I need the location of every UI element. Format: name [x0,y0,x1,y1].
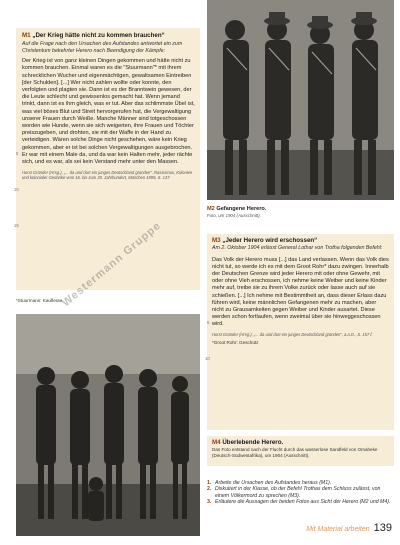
m1-marker: M1 [22,32,31,39]
herero-warriors-photo [207,0,394,200]
task-number: 2. [207,486,212,493]
m1-material-box [16,28,200,290]
m4-caption: Das Foto entstand nach der Flucht durch das wasserlose Sandfeld von Omaheke (Deutsch-Südwestafrika), um 1904 (Ausschnitt). [212,447,378,458]
watermark: Westermann Gruppe [60,219,164,310]
page-number: 139 [373,522,392,534]
m4-heading [212,439,389,447]
m3-heading [212,237,389,245]
herero-survivors-photo [16,314,200,536]
task-text: Arbeite die Ursachen des Aufstandes heraus (M1). [215,480,332,486]
m4-material-box [207,436,394,466]
m3-body [212,257,389,329]
m3-material-box [207,234,394,430]
page-footer [306,522,392,534]
m2-caption [207,206,394,218]
m1-paragraph: Der Krieg ist von ganz kleinen Dingen gekommen und hätte nicht zu kommen brauchen. Einmal waren es die "Stuurmann"* mit ihrem schrecklichen Wucher und eigenmächtigen, gewaltsamen Eintreiben [der Schulden]. [...] Wer nicht zahlen wollte oder konnte, den verfolgten und plagten sie. Dann ist es der Branntwein gewesen, der die Leute schlecht und gewissenlos gemacht hat. Wenn jemand trinkt, dann ist es ihm gleich, was er tut. Aber das schlimmste Übel ist, was viel böses Blut und Streit hervorgerufen hat, die Vergewaltigung unserer Frauen durch Weiße. Manche Männer sind totgeschossen worden wie Hunde, wenn sie sich weigerten, ihre Frauen und Töchter preiszugeben, und drohten, sie mit der Waffe in der Hand zu verteidigen. Wären solche Dinge nicht geschehen, wäre kein Krieg gekommen, aber er ist bei solchen Vergewaltigungen ausgebrochen. Er war mit einem Male da, und da war kein Halten mehr, jeder rächte sich, und es war, als sei kein Verstand mehr unter den Massen. [22,58,195,166]
task-text: Diskutiert in der Klasse, ob der Befehl Trothas dem Schluss zulässt, von einem Völkermord zu sprechen (M3). [215,486,381,499]
task-number: 3. [207,499,212,506]
warriors-photo-graphic [207,0,394,200]
task-text: Erläutere die Aussagen der beiden Fotos aus Sicht der Herero (M2 und M4). [215,499,391,506]
m1-body [22,58,195,166]
m3-footnote: *Groot Rohr: Geschütz [212,339,259,345]
m2-heading [207,206,394,213]
task-item [207,499,394,505]
m1-source: Horst Gründer (Hrsg.), „... da und dort ein junges Deutschland gründen“. Rassismus, Kolonien und kolonialer Gedanke vom 16. bis zum 20. Jahrhundert, München 1999, S. 137 [22,170,193,181]
m4-title: Überlebende Herero. [222,439,284,446]
task-number: 1. [207,480,212,486]
m1-heading [22,32,195,40]
m3-source: Horst Gründer (Hrsg.), „... da und dort ein junges Deutschland gründen“, a.a.O., S. 157 f. [212,331,373,337]
m1-title: „Der Krieg hätte nicht zu kommen brauchen“ [32,32,165,39]
m3-line-number: 10 [205,356,210,361]
survivors-photo-graphic [16,314,200,536]
m3-order-text: Das Volk der Herero muss [...] das Land verlassen. Wenn das Volk dies nicht tut, so werde ich es mit dem Groot Rohr* dazu zwingen. Innerhalb der Deutschen Grenze wird jeder Herero mit oder ohne Gewehr, mit oder ohne Vieh erschossen, ich nehme keine Weiber und keine Kinder mehr auf, treibe sie zu ihrem Volke zurück oder lasse auch auf sie schießen. [...] Ich nehme mit Bestimmtheit an, dass dieser Erlass dazu führen wird, keine männlichen Gefangenen mehr zu machen, aber nicht zu Grausamkeiten gegen Weiber und Kinder ausartet. Diese werden schon fortlaufen, wenn zweimal über sie hinweggeschossen wird. [212,256,389,328]
m3-line-number: 5 [207,320,210,325]
m1-footnote: *Stuurmann: Kaufleute [16,298,63,303]
section-label: Mit Material arbeiten [306,526,370,533]
m2-source: Foto, um 1904 (Ausschnitt). [207,213,261,218]
m2-title: Gefangene Herero. [216,206,267,212]
task-list [207,480,394,506]
m2-marker: M2 [207,206,215,212]
m3-intro: Am 2. Oktober 1904 erlässt General Lothar von Trotha folgenden Befehl: [212,245,383,251]
m3-title: „Jeder Herero wird erschossen“ [222,237,318,244]
m1-intro: Auf die Frage nach den Ursachen des Aufstandes antwortet ein zum Christentum bekehrter Herero nach Beendigung der Kämpfe: [22,41,183,54]
task-item [207,486,394,499]
m4-marker: M4 [212,439,221,446]
m3-marker: M3 [212,237,221,244]
m1-line-number: 15 [14,223,19,228]
m1-line-number: 10 [14,187,19,192]
m1-line-number: 5 [16,151,19,156]
